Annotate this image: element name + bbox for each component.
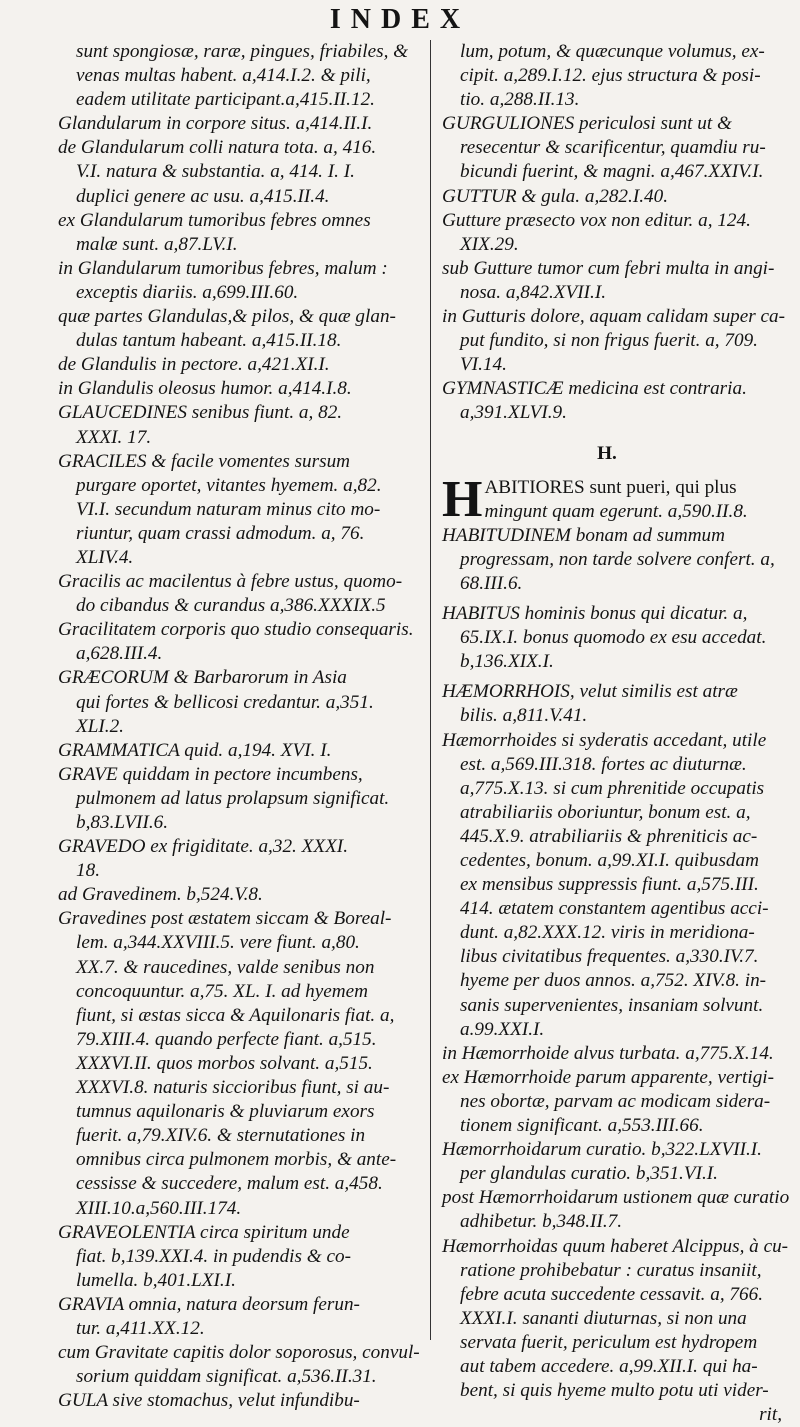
index-line: ratione prohibebatur : curatus insaniit, bbox=[460, 1259, 762, 1281]
index-line: in Hæmorrhoide alvus turbata. a,775.X.14. bbox=[442, 1042, 774, 1064]
right-column-g-entries bbox=[442, 40, 786, 426]
index-line: a,775.X.13. si cum phrenitide occupatis bbox=[460, 777, 765, 799]
index-line: eadem utilitate participant.a,415.II.12. bbox=[76, 89, 375, 111]
index-line: in Glandulis oleosus humor. a,414.I.8. bbox=[58, 378, 352, 400]
page-title: INDEX bbox=[329, 4, 471, 35]
index-line: nes obortæ, parvam ac modicam sidera- bbox=[460, 1090, 771, 1112]
right-column bbox=[442, 40, 790, 1427]
index-line: lum, potum, & quæcunque volumus, ex- bbox=[460, 41, 765, 62]
index-line: resecentur & scarificentur, quamdiu ru- bbox=[460, 137, 766, 159]
index-line: 79.XIII.4. quando perfecte fiant. a,515. bbox=[76, 1028, 377, 1050]
index-line: 65.IX.I. bonus quomodo ex esu accedat. bbox=[460, 627, 767, 649]
index-line: venas multas habent. a,414.I.2. & pili, bbox=[76, 65, 371, 87]
index-line: a,628.III.4. bbox=[76, 643, 163, 665]
index-line: GULA sive stomachus, velut infundibu- bbox=[58, 1390, 360, 1412]
index-line: XIII.10.a,560.III.174. bbox=[76, 1197, 242, 1219]
index-line: per glandulas curatio. b,351.VI.I. bbox=[460, 1163, 718, 1185]
index-line: qui fortes & bellicosi credantur. a,351. bbox=[76, 691, 374, 713]
index-line: Hæmorrhoides si syderatis accedant, utile bbox=[442, 729, 767, 751]
index-line: tionem significant. a,553.III.66. bbox=[460, 1115, 704, 1137]
section-heading: H. bbox=[597, 442, 617, 464]
index-line: GRAVEDO ex frigiditate. a,32. XXXI. bbox=[58, 836, 348, 858]
index-line: V.I. natura & substantia. a, 414. I. I. bbox=[76, 161, 355, 183]
index-line: a.99.XXI.I. bbox=[460, 1018, 545, 1040]
index-line: Gracilitatem corporis quo studio consequaris. bbox=[58, 619, 414, 641]
index-line: Gracilis ac macilentus à febre ustus, quomo- bbox=[58, 571, 403, 593]
index-line: de Glandularum colli natura tota. a, 416. bbox=[58, 137, 377, 159]
index-line: servata fuerit, periculum est hydropem bbox=[460, 1331, 758, 1353]
index-line: b,136.XIX.I. bbox=[460, 651, 554, 673]
page-header bbox=[0, 0, 800, 40]
index-line: 414. ætatem constantem agentibus acci- bbox=[460, 898, 769, 920]
index-line: in Glandularum tumoribus febres, malum : bbox=[58, 257, 388, 279]
index-line: 445.X.9. atrabiliariis & phreniticis ac- bbox=[460, 825, 758, 847]
index-line: XXXI. 17. bbox=[76, 426, 152, 448]
index-line: XXXI.I. sananti diuturnas, si non una bbox=[460, 1307, 747, 1329]
index-line: fuerit. a,79.XIV.6. & sternutationes in bbox=[76, 1125, 366, 1147]
index-line: cedentes, bonum. a,99.XI.I. quibusdam bbox=[460, 850, 759, 871]
index-line: atrabiliariis oboriuntur, bonum est. a, bbox=[460, 801, 751, 823]
index-line: GYMNASTICÆ medicina est contraria. bbox=[442, 378, 747, 400]
index-line: fiunt, si æstas sicca & Aquilonaris fiat. a, bbox=[76, 1004, 395, 1026]
index-line: fiat. b,139.XXI.4. in pudendis & co- bbox=[76, 1245, 351, 1267]
index-line: GRAVIA omnia, natura deorsum ferun- bbox=[58, 1293, 360, 1315]
index-line: tur. a,411.XX.12. bbox=[76, 1317, 205, 1339]
index-line: lumella. b,401.LXI.I. bbox=[76, 1269, 236, 1291]
index-line: dulas tantum habeant. a,415.II.18. bbox=[76, 330, 342, 352]
index-line: malæ sunt. a,87.LV.I. bbox=[76, 233, 238, 255]
index-line: HABITUS hominis bonus qui dicatur. a, bbox=[442, 603, 748, 625]
index-line: GRACILES & facile vomentes sursum bbox=[58, 450, 351, 472]
index-line: XIX.29. bbox=[460, 233, 519, 255]
index-line: cum Gravitate capitis dolor soporosus, convul- bbox=[58, 1342, 420, 1364]
index-line: GRAMMATICA quid. a,194. XVI. I. bbox=[58, 739, 332, 761]
index-line: GLAUCEDINES senibus fiunt. a, 82. bbox=[58, 402, 343, 424]
index-line: HABITUDINEM bonam ad summum bbox=[442, 524, 725, 546]
index-line: febre acuta succedente cessavit. a, 766. bbox=[460, 1283, 763, 1305]
index-line: in Gutturis dolore, aquam calidam super ca- bbox=[442, 306, 786, 328]
index-line: ex Glandularum tumoribus febres omnes bbox=[58, 209, 371, 231]
index-line: rit, bbox=[759, 1404, 782, 1426]
index-line: GURGULIONES periculosi sunt ut & bbox=[442, 113, 732, 135]
index-line: XLIV.4. bbox=[76, 546, 134, 568]
index-line: ex Hæmorrhoide parum apparente, vertigi- bbox=[442, 1066, 775, 1088]
index-line: bent, si quis hyeme multo potu uti vider- bbox=[460, 1380, 769, 1402]
index-line: VI.I. secundum naturam minus cito mo- bbox=[76, 498, 381, 520]
index-line: sunt spongiosæ, raræ, pingues, friabiles, & bbox=[76, 41, 409, 62]
index-line: XX.7. & raucedines, valde senibus non bbox=[76, 956, 375, 978]
index-line: Glandularum in corpore situs. a,414.II.I. bbox=[58, 113, 373, 135]
index-line: aut tabem accedere. a,99.XII.I. qui ha- bbox=[460, 1355, 758, 1377]
index-line: nosa. a,842.XVII.I. bbox=[460, 281, 607, 303]
index-line: Gravedines post æstatem siccam & Boreal- bbox=[58, 908, 392, 930]
index-line: cipit. a,289.I.12. ejus structura & posi- bbox=[460, 65, 761, 87]
index-line: XXXVI.8. naturis siccioribus fiunt, si au- bbox=[76, 1077, 390, 1099]
index-line: 18. bbox=[76, 860, 100, 882]
index-line: GRAVEOLENTIA circa spiritum unde bbox=[58, 1221, 350, 1243]
index-line: GRÆCORUM & Barbarorum in Asia bbox=[58, 667, 347, 689]
index-line: GRAVE quiddam in pectore incumbens, bbox=[58, 763, 363, 785]
index-line: bicundi fuerint, & magni. a,467.XXIV.I. bbox=[460, 161, 764, 183]
index-line: b,83.LVII.6. bbox=[76, 812, 169, 833]
index-line: put fundito, si non frigus fuerit. a, 709. bbox=[460, 330, 758, 352]
column-divider bbox=[430, 40, 431, 1340]
index-line: Hæmorrhoidas quum haberet Alcippus, à cu- bbox=[442, 1235, 789, 1257]
drop-cap: H bbox=[442, 470, 483, 528]
index-line: VI.14. bbox=[460, 354, 507, 376]
index-line: est. a,569.III.318. fortes ac diuturnæ. bbox=[460, 753, 747, 775]
left-column bbox=[58, 40, 420, 1413]
index-line: lem. a,344.XXVIII.5. vere fiunt. a,80. bbox=[76, 932, 360, 954]
index-line: sorium quiddam significat. a,536.II.31. bbox=[76, 1366, 377, 1388]
index-line: Hæmorrhoidarum curatio. b,322.LXVII.I. bbox=[442, 1139, 762, 1161]
right-column-h-entries bbox=[442, 500, 790, 1427]
index-line: XXXVI.II. quos morbos solvant. a,515. bbox=[76, 1052, 373, 1074]
index-line: XLI.2. bbox=[76, 715, 124, 737]
index-line: mingunt quam egerunt. a,590.II.8. bbox=[484, 500, 748, 522]
index-line: GUTTUR & gula. a,282.I.40. bbox=[442, 185, 668, 207]
index-line: purgare oportet, vitantes hyemem. a,82. bbox=[76, 474, 382, 496]
index-line: 68.III.6. bbox=[460, 572, 523, 594]
index-line: dunt. a,82.XXX.12. viris in meridiona- bbox=[460, 922, 755, 944]
index-line: hyeme per duos annos. a,752. XIV.8. in- bbox=[460, 970, 767, 992]
index-line: bilis. a,811.V.41. bbox=[460, 705, 588, 727]
index-line: omnibus circa pulmonem morbis, & ante- bbox=[76, 1149, 397, 1171]
index-line: a,391.XLVI.9. bbox=[460, 402, 567, 424]
index-line: libus civitatibus frequentes. a,330.IV.7. bbox=[460, 946, 759, 968]
index-line: concoquuntur. a,75. XL. I. ad hyemem bbox=[76, 980, 369, 1002]
index-line: post Hæmorrhoidarum ustionem quæ curatio bbox=[442, 1187, 790, 1209]
index-line: ex mensibus suppressis fiunt. a,575.III. bbox=[460, 874, 759, 896]
index-line: riuntur, quam crassi admodum. a, 76. bbox=[76, 522, 365, 544]
habitiores-text: ABITIORES sunt pueri, qui plus bbox=[484, 476, 737, 498]
index-line: tio. a,288.II.13. bbox=[460, 89, 580, 111]
index-line: tumnus aquilonaris & pluviarum exors bbox=[76, 1101, 375, 1123]
index-line: exceptis diariis. a,699.III.60. bbox=[76, 281, 299, 303]
index-line: quæ partes Glandulas,& pilos, & quæ glan- bbox=[58, 306, 396, 328]
index-line: progressam, non tarde solvere confert. a, bbox=[460, 548, 775, 570]
index-line: sanis supervenientes, insaniam solvunt. bbox=[460, 994, 764, 1016]
index-line: adhibetur. b,348.II.7. bbox=[460, 1211, 623, 1233]
index-line: cessisse & succedere, malum est. a,458. bbox=[76, 1173, 383, 1195]
index-line: de Glandulis in pectore. a,421.XI.I. bbox=[58, 354, 330, 376]
index-line: duplici genere ac usu. a,415.II.4. bbox=[76, 185, 330, 207]
index-line: pulmonem ad latus prolapsum significat. bbox=[76, 787, 390, 809]
index-line: sub Gutture tumor cum febri multa in angi- bbox=[442, 257, 775, 279]
index-line: HÆMORRHOIS, velut similis est atræ bbox=[442, 681, 738, 703]
index-line: ad Gravedinem. b,524.V.8. bbox=[58, 884, 263, 906]
index-line: do cibandus & curandus a,386.XXXIX.5 bbox=[76, 595, 386, 617]
index-line: Gutture præsecto vox non editur. a, 124. bbox=[442, 209, 751, 231]
